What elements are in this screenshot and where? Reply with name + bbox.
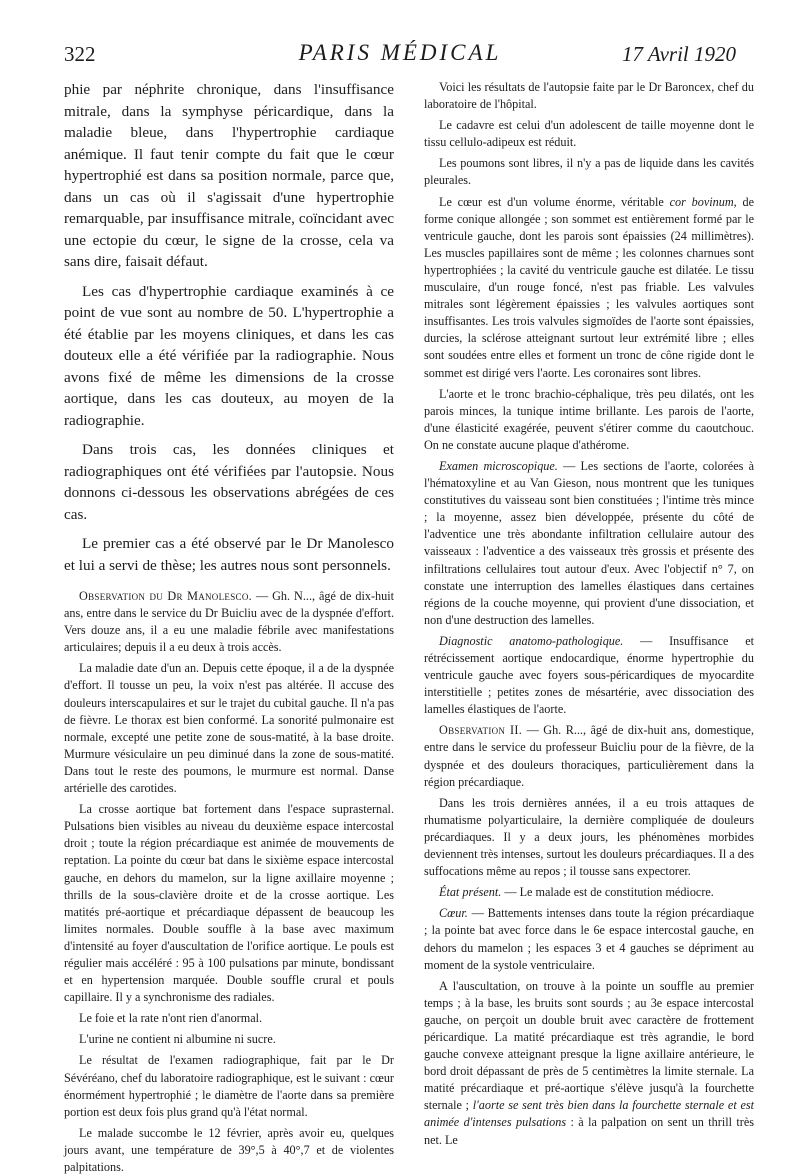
paragraph: Diagnostic anatomo-pathologique. — Insuffisance et rétrécissement aortique endocardique, énorme hypertrophie du ventricule gauche avec foyers sous-péricardiques de myocardite interstitielle ; petites zones de mésartérie, avec dissociation des lamelles élastiques de l'aorte.	[424, 633, 754, 717]
observation-heading: Observation II.	[439, 723, 523, 738]
paragraph: Les cas d'hypertrophie cardiaque examinés à ce point de vue sont au nombre de 50. L'hypertrophie a été établie par les moyens cliniques, et dans les cas douteux elle a été vérifiée par la radiographie. Nous avons fixé de même les dimensions de la crosse aortique, dans les cas douteux, au moyen de la radiographie.	[64, 282, 394, 429]
paragraph: La maladie date d'un an. Depuis cette époque, il a de la dyspnée d'effort. Il tousse un peu, la voix n'est pas altérée. Il accuse des douleurs interscapulaires et sur le trajet du cubital gauche. Il n'a pas de fièvre. Le thorax est bien conformé. La sonorité pulmonaire est normale, excepté une petite zone de sous-matité, à la base droite. Murmure vésiculaire un peu diminué dans la zone de sous-matité. Dans tout le reste des poumons, le murmure est normal. Danse artérielle des carotides.	[64, 661, 394, 796]
paragraph: Voici les résultats de l'autopsie faite par le Dr Baroncex, chef du laboratoire de l'hôpital.	[424, 80, 754, 112]
paragraph: État présent. — Le malade est de constitution médiocre.	[439, 885, 714, 900]
paragraph: Le résultat de l'examen radiographique, fait par le Dr Sévéréano, chef du laboratoire radiographique, est le suivant : cœur énormément hypertrophié ; le diamètre de l'aorte dans sa première portion est deux fois plus grand qu'à l'état normal.	[64, 1053, 394, 1119]
paragraph: Dans les trois dernières années, il a eu trois attaques de rhumatisme polyarticulaire, la dernière compliquée de douleurs précardiaques. Il y a deux jours, les phénomènes morbides deviennent très intenses, surtout les douleurs précardiaques. Il a des suffocations même au repos ; il tousse sans expectorer.	[424, 795, 754, 879]
paragraph: phie par néphrite chronique, dans l'insuffisance mitrale, dans la symphyse péricardique, dans la maladie bleue, dans l'hypertrophie cardiaque anémique. Il faut tenir compte du fait que le cœur hypertrophié est dans sa position normale, parce que, dans un cas où il s'agissait d'une hypertrophie remarquable, par insuffisance mitrale, coïncidant avec une ectopie du cœur, le signe de la crosse, cela va sans dire, faisait défaut.	[64, 81, 394, 270]
paragraph: Examen microscopique. — Les sections de l'aorte, colorées à l'hématoxyline et au Van Gieson, nous montrent que les tuniques constitutives du vaisseau sont bien constituées ; l'intime très mince ; la moyenne, assez bien développée, présente du côté de l'adventice une très abondante infiltration cellulaire autour des vaisseaux : l'adventice a des vaisseaux très grossis et présente des infiltrations cellulaires tout autour d'eux. Avec l'objectif n° 7, on constate une interruption des lamelles élastiques dans certaines régions de la couche moyenne, qui provient d'une dissociation, et non d'une destruction des lamelles.	[424, 458, 754, 627]
page-header	[64, 40, 736, 80]
section-heading: Diagnostic anatomo-pathologique.	[439, 633, 624, 648]
paragraph: Le premier cas a été observé par le Dr Manolesco et lui a servi de thèse; les autres nous sont personnels.	[64, 535, 394, 574]
paragraph: Observation II. — Gh. R..., âgé de dix-huit ans, domestique, entre dans le service du professeur Buicliu pour de la fièvre, de la dyspnée et des douleurs thoraciques, particulièrement dans la région précardiaque.	[424, 723, 755, 789]
section-heading: Cœur.	[439, 906, 468, 921]
paragraph: L'aorte et le tronc brachio-céphalique, très peu dilatés, ont les parois minces, la tunique intime brillante. Les parois de l'aorte, d'une élasticité exagérée, peuvent s'étirer comme du caoutchouc. On ne constate aucune plaque d'athérome.	[424, 386, 754, 452]
paragraph: Dans trois cas, les données cliniques et radiographiques ont été vérifiées par l'autopsie. Nous donnons ci-dessous les observations abrégées de ces cas.	[64, 441, 394, 523]
observation-heading: Observation du Dr Manolesco.	[79, 589, 252, 603]
paragraph: Le cœur est d'un volume énorme, véritable cor bovinum, de forme conique allongée ; son sommet est entièrement formé par le ventricule gauche, dont les parois sont épaissies (24 millimètres). Les muscles papillaires sont de même ; les colonnes charnues sont hypertrophiées ; la cavité du ventricule gauche est dilatée. Le tissu musculaire, d'un rouge foncé, n'est pas friable. Les valvules mitrales sont légèrement épaissies ; les valvules aortiques sont insuffisantes. Les trois valvules sigmoïdes de l'aorte sont épaissies, durcies, la sclérose atteignant surtout leur extrémité libre ; elles sont soudées entre elles et forment un tronc de cône rigide dont le sommet est dirigé vers l'aorte. Les coronaires sont libres.	[424, 194, 755, 380]
issue-date: 17 Avril 1920	[622, 42, 736, 66]
intro-text	[64, 79, 394, 576]
paragraph: Le foie et la rate n'ont rien d'anormal.	[79, 1011, 263, 1026]
page-number: 322	[64, 42, 96, 66]
paragraph: Cœur. — Battements intenses dans toute la région précardiaque ; la pointe bat avec force dans le 6e espace intercostal gauche, en dehors du mamelon ; les espaces 3 et 4 gauches se dépriment au moment de la systole ventriculaire.	[424, 906, 754, 972]
observation-1	[64, 588, 394, 1176]
paragraph: L'urine ne contient ni albumine ni sucre.	[79, 1032, 276, 1047]
right-column	[424, 79, 754, 1149]
journal-title: PARIS MÉDICAL	[298, 40, 502, 65]
paragraph: Les poumons sont libres, il n'y a pas de liquide dans les cavités pleurales.	[424, 156, 754, 188]
paragraph: Le malade succombe le 12 février, après avoir eu, quelques jours avant, une température de 39°,5 à 40°,7 et de violentes palpitations.	[64, 1125, 394, 1174]
left-column	[64, 79, 394, 1176]
paragraph: La crosse aortique bat fortement dans l'espace suprasternal. Pulsations bien visibles au niveau du deuxième espace intercostal droit ; toute la région précardiaque est animée de mouvements de reptation. La pointe du cœur bat dans le sixième espace intercostal gauche, en dehors du mamelon, sur la ligne axillaire moyenne ; thrills de la sous-clavière droite et de la crosse aortique. Les matités pré-aortique et précardiaque dépassent de beaucoup les limites normales. Double souffle à la base avec maximum d'intensité au foyer d'auscultation de l'orifice aortique. Le pouls est régulier mais accéléré : 95 à 100 pulsations par minute, bondissant et en hypertension marquée. Double souffle crural et pouls capillaire. Il y a synchronisme des radiales.	[64, 802, 394, 1005]
paragraph: A l'auscultation, on trouve à la pointe un souffle au premier temps ; à la base, les bruits sont sourds ; au 3e espace intercostal gauche, on perçoit un double bruit avec caractère de frottement péricardique. La matité précardiaque est très agrandie, le bord gauche convexe atteignant presque la ligne axillaire antérieure, le bord droit dépassant de près de 5 centimètres la limite sternale. La matité précardiaque et pré-aortique s'élève jusqu'à la fourchette sternale ; l'aorte se sent très bien dans la fourchette sternale et est animée d'intenses pulsations : à la palpation on sent un thrill très net. Le	[424, 978, 754, 1147]
section-heading: État présent.	[439, 885, 502, 900]
section-heading: Examen microscopique.	[439, 458, 558, 473]
paragraph: Observation du Dr Manolesco. — Gh. N..., âgé de dix-huit ans, entre dans le service du Dr Buicliu avec de la dyspnée d'effort. Vers douze ans, il a eu une maladie fébrile avec manifestations articulaires; depuis il a eu deux à trois accès.	[64, 589, 394, 655]
paragraph: Le cadavre est celui d'un adolescent de taille moyenne dont le tissu cellulo-adipeux est réduit.	[424, 118, 754, 150]
